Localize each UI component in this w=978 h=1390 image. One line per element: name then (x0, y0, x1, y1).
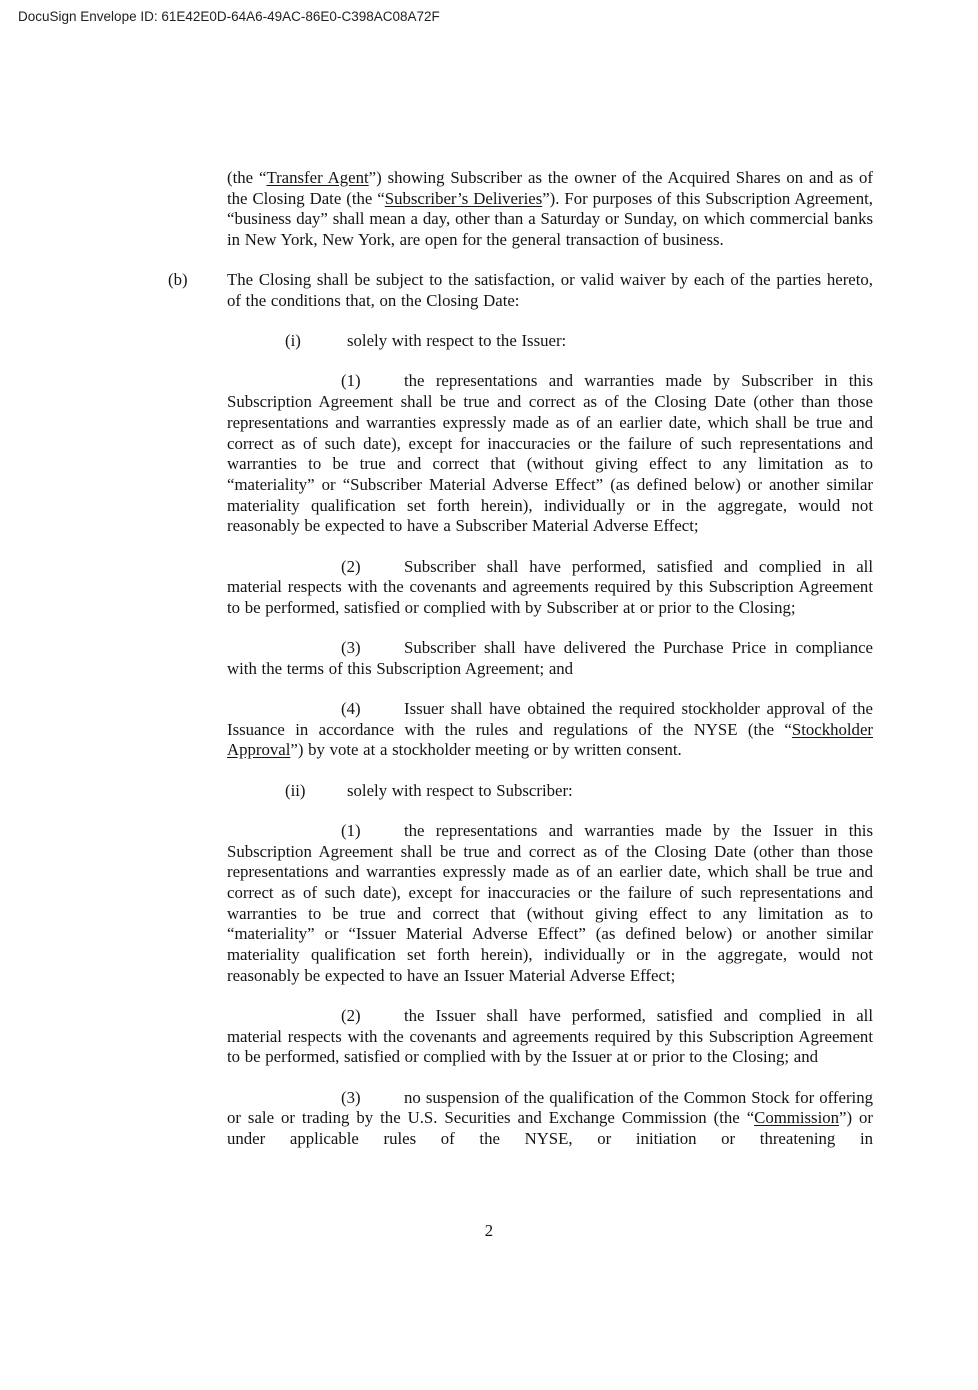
list-marker-1: (1) (341, 820, 361, 840)
paragraph-text: no suspension of the qualification of the Common Stock for offering or sale or trading by the U.S. Securities and Exchange Commission (the “Commission”) or under applicable rules of the NYSE, or initiation or threatening in (227, 1087, 873, 1149)
paragraph-text: solely with respect to the Issuer: (347, 331, 567, 351)
paragraph-text: The Closing shall be subject to the satisfaction, or valid waiver by each of the parties hereto, of the conditions that, on the Closing Date: (227, 270, 873, 311)
item-ii-3-no-suspension (227, 1088, 873, 1150)
para-transfer-agent-continuation (227, 168, 873, 251)
item-ii-subscriber-heading (227, 781, 873, 802)
paragraph-text: Subscriber shall have delivered the Purchase Price in compliance with the terms of this Subscription Agreement; and (227, 638, 873, 678)
item-i-4-stockholder-approval (227, 699, 873, 761)
docusign-envelope-id: DocuSign Envelope ID: 61E42E0D-64A6-49AC-86E0-C398AC08A72F (18, 9, 440, 24)
paragraph-text: Subscriber shall have performed, satisfied and complied in all material respects with the covenants and agreements required by this Subscription Agreement to be performed, satisfied or complied with by Subscriber at or prior to the Closing; (227, 556, 873, 617)
page-number: 2 (484, 1221, 494, 1240)
item-i-1-subscriber-reps (227, 371, 873, 537)
paragraph-text: Issuer shall have obtained the required stockholder approval of the Issuance in accordance with the rules and regulations of the NYSE (the “Stockholder Approval”) by vote at a stockholder meeting or by written consent. (227, 699, 873, 760)
para-b-closing-conditions (168, 270, 873, 311)
paragraph-text: the representations and warranties made by the Issuer in this Subscription Agreement shall be true and correct as of the Closing Date (other than those representations and warranties expressly made as of an earlier date, which shall be true and correct as of such date), except for inaccuracies or the failure of such representations and warranties to be true and correct that (without giving effect to any limitation as to “materiality” or “Issuer Material Adverse Effect” (as defined below) or another similar materiality qualification set forth herein), individually or in the aggregate, would not reasonably be expected to have an Issuer Material Adverse Effect; (227, 820, 873, 985)
list-marker-ii: (ii) (285, 780, 306, 800)
paragraph-text: the Issuer shall have performed, satisfied and complied in all material respects with the covenants and agreements required by this Subscription Agreement to be performed, satisfied or complied with by the Issuer at or prior to the Closing; and (227, 1006, 873, 1067)
list-marker-4: (4) (341, 699, 361, 719)
list-marker-2: (2) (341, 556, 361, 576)
paragraph-text: solely with respect to Subscriber: (347, 780, 573, 800)
item-i-2-subscriber-covenants (227, 557, 873, 619)
list-marker-i: (i) (285, 331, 301, 351)
list-marker-1: (1) (341, 371, 361, 391)
paragraph-text: (the “Transfer Agent”) showing Subscriber as the owner of the Acquired Shares on and as of the Closing Date (the “Subscriber’s Deliveries”). For purposes of this Subscription Agreement, “business day” shall mean a day, other than a Saturday or Sunday, on which commercial banks in New York, New York, are open for the general transaction of business. (227, 168, 874, 250)
list-marker-3: (3) (341, 1087, 361, 1107)
item-ii-1-issuer-reps (227, 821, 873, 987)
list-marker-2: (2) (341, 1006, 361, 1025)
item-i-issuer-heading (227, 331, 873, 352)
item-i-3-purchase-price (227, 638, 873, 679)
list-marker-b: (b) (168, 270, 188, 290)
item-ii-2-issuer-covenants (227, 1006, 873, 1068)
list-marker-3: (3) (341, 638, 361, 658)
document-body (168, 168, 874, 1150)
paragraph-text: the representations and warranties made by Subscriber in this Subscription Agreement shall be true and correct as of the Closing Date (other than those representations and warranties expressly made as of an earlier date, which shall be true and correct as of such date), except for inaccuracies or the failure of such representations and warranties to be true and correct that (without giving effect to any limitation as to “materiality” or “Subscriber Material Adverse Effect” (as defined below) or another similar materiality qualification set forth herein), individually or in the aggregate, would not reasonably be expected to have a Subscriber Material Adverse Effect; (227, 371, 873, 536)
